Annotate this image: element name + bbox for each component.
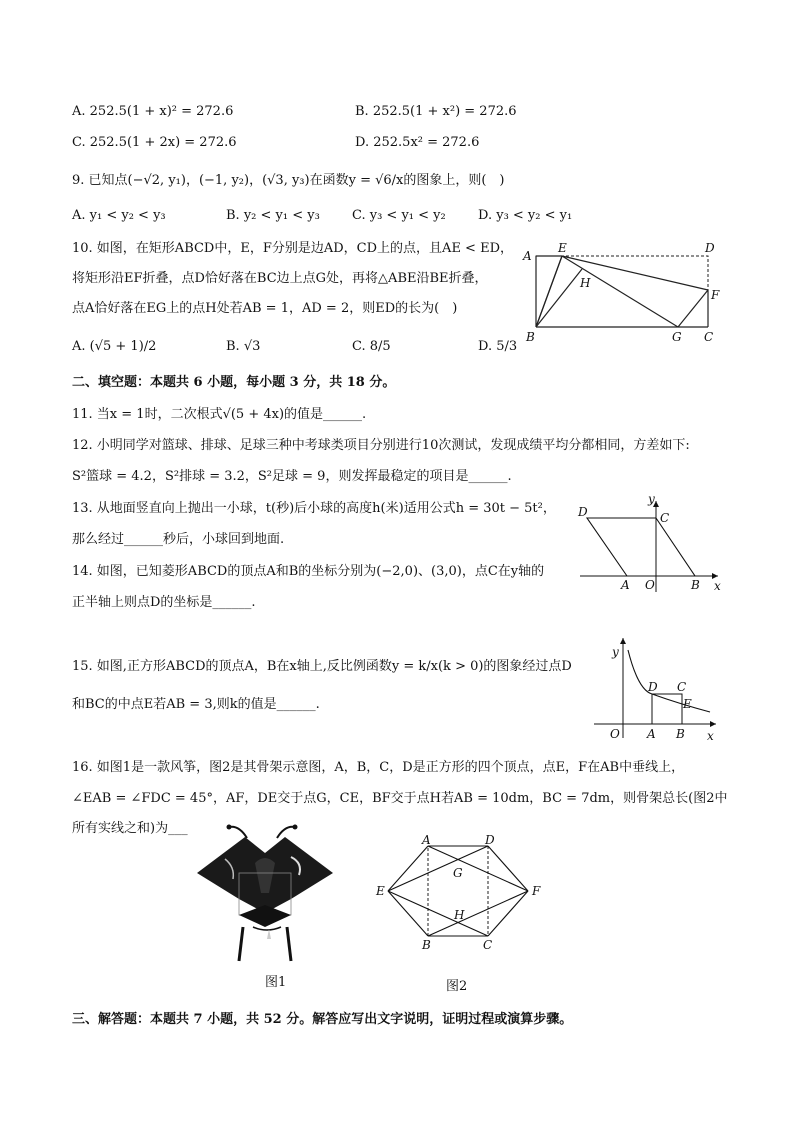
q10-label-a: A	[523, 249, 532, 263]
section-3-header: 三、解答题：本题共 7 小题，共 52 分。解答应写出文字说明，证明过程或演算步骤。	[72, 1012, 573, 1027]
q16-line-2: ∠EAB = ∠FDC = 45°，AF，DE交于点G，CE，BF交于点H若AB = 10dm，BC = 7dm，则骨架总长(图2中	[72, 791, 728, 806]
q15-label-x: x	[707, 729, 714, 743]
q14-label-o: O	[645, 578, 655, 592]
q10-line-1: 10. 如图，在矩形ABCD中，E，F分别是边AD，CD上的点，且AE < ED，	[72, 241, 513, 256]
q10-label-e: E	[558, 241, 567, 255]
q10-option-a: A. (√5 + 1)/2	[72, 339, 157, 354]
q10-line-2: 将矩形沿EF折叠，点D恰好落在BC边上点G处，再将△ABE沿BE折叠，	[72, 271, 488, 286]
q9-option-a: A. y₁ < y₂ < y₃	[72, 208, 166, 223]
kite-skeleton-diagram	[372, 835, 552, 955]
q14-line-1: 14. 如图，已知菱形ABCD的顶点A和B的坐标分别为(−2,0)、(3,0)，点C在y轴的	[72, 564, 545, 579]
q16-label-g: G	[453, 866, 463, 880]
q10-label-b: B	[526, 330, 535, 344]
q15-label-y: y	[612, 645, 619, 659]
q16-label-b: B	[422, 938, 431, 952]
q14-label-a: A	[621, 578, 630, 592]
q15-label-d: D	[648, 680, 658, 694]
q16-label-c: C	[483, 938, 493, 952]
q9-option-b: B. y₂ < y₁ < y₃	[226, 208, 320, 223]
q14-line-2: 正半轴上则点D的坐标是______.	[72, 595, 256, 610]
q15-label-b: B	[676, 727, 685, 741]
q10-option-d: D. 5/3	[478, 339, 518, 354]
q15-label-e: E	[683, 697, 692, 711]
q16-label-f: F	[532, 884, 541, 898]
q10-label-c: C	[704, 330, 714, 344]
q9-option-c: C. y₃ < y₁ < y₂	[352, 208, 446, 223]
q10-label-g: G	[672, 330, 682, 344]
q10-label-f: F	[711, 288, 720, 302]
kite-illustration	[195, 823, 340, 965]
q12-line-1: 12. 小明同学对篮球、排球、足球三种中考球类项目分别进行10次测试，发现成绩平均分都相同，方差如下:	[72, 438, 690, 453]
q9-option-d: D. y₃ < y₂ < y₁	[478, 208, 573, 223]
figure-1-caption: 图1	[265, 975, 287, 990]
q16-label-h: H	[454, 908, 465, 922]
q10-line-3: 点A恰好落在EG上的点H处若AB = 1，AD = 2，则ED的长为( )	[72, 301, 458, 316]
q15-line-1: 15. 如图,正方形ABCD的顶点A，B在x轴上,反比例函数y = k/x(k > 0)的图象经过点D	[72, 659, 572, 674]
q15-label-a: A	[647, 727, 656, 741]
q8-option-b: B. 252.5(1 + x²) = 272.6	[355, 104, 517, 119]
q14-label-d: D	[578, 505, 588, 519]
q11-text: 11. 当x = 1时，二次根式√(5 + 4x)的值是______.	[72, 407, 367, 422]
figure-2-caption: 图2	[446, 979, 468, 994]
q16-line-3: 所有实线之和)为___	[72, 821, 188, 836]
q10-option-b: B. √3	[226, 339, 261, 354]
q10-label-h: H	[580, 276, 591, 290]
q15-line-2: 和BC的中点E若AB = 3,则k的值是______.	[72, 697, 320, 712]
q13-line-2: 那么经过______秒后，小球回到地面.	[72, 532, 285, 547]
q10-figure	[520, 240, 730, 350]
q14-label-c: C	[660, 511, 670, 525]
q12-line-2: S²篮球 = 4.2，S²排球 = 3.2，S²足球 = 9，则发挥最稳定的项目是______.	[72, 469, 512, 484]
q10-label-d: D	[705, 241, 715, 255]
q13-line-1: 13. 从地面竖直向上抛出一小球，t(秒)后小球的高度h(米)适用公式h = 30t − 5t²，	[72, 501, 556, 516]
q8-option-c: C. 252.5(1 + 2x) = 272.6	[72, 135, 237, 150]
q14-label-x: x	[714, 579, 721, 593]
q8-option-a: A. 252.5(1 + x)² = 272.6	[72, 104, 234, 119]
q8-option-d: D. 252.5x² = 272.6	[355, 135, 480, 150]
q14-label-b: B	[691, 578, 700, 592]
q15-label-c: C	[677, 680, 687, 694]
q15-figure	[590, 632, 730, 744]
q9-stem: 9. 已知点(−√2, y₁)，(−1, y₂)，(√3, y₃)在函数y = √6/x的图象上，则( )	[72, 173, 505, 188]
q16-line-1: 16. 如图1是一款风筝，图2是其骨架示意图，A，B，C，D是正方形的四个顶点，点E，F在AB中垂线上，	[72, 760, 685, 775]
q15-label-o: O	[610, 727, 620, 741]
q14-figure	[575, 494, 735, 594]
q16-label-e: E	[376, 884, 385, 898]
q16-label-d: D	[485, 833, 495, 847]
section-2-header: 二、填空题：本题共 6 小题，每小题 3 分，共 18 分。	[72, 375, 396, 390]
q10-option-c: C. 8/5	[352, 339, 391, 354]
q16-label-a: A	[422, 833, 431, 847]
q14-label-y: y	[648, 492, 655, 506]
